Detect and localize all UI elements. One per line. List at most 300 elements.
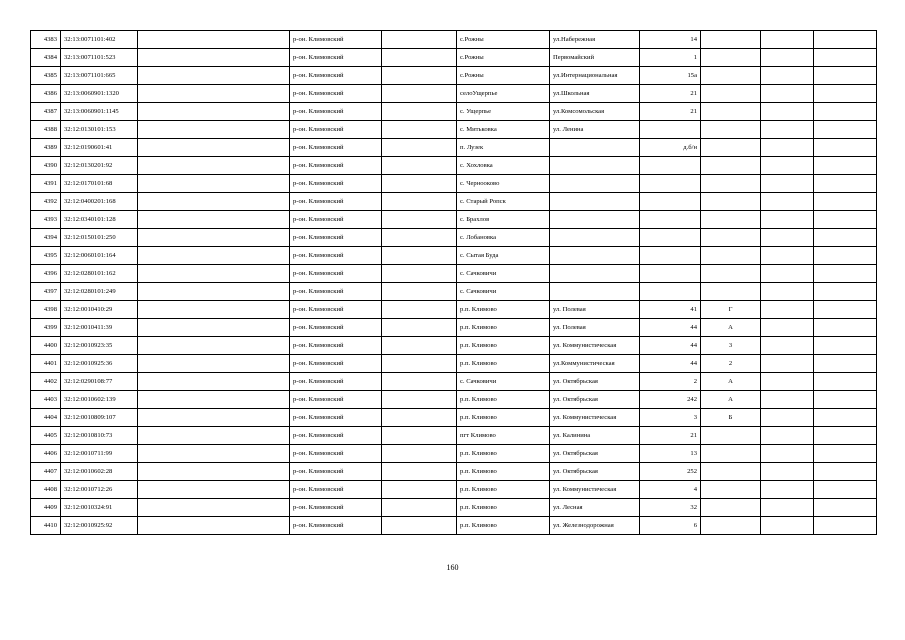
table-row — [31, 481, 877, 499]
settlement-cell: р.п. Климово — [457, 481, 550, 499]
blank-col-b-cell — [382, 373, 457, 391]
table-row — [31, 517, 877, 535]
street-cell — [550, 139, 640, 157]
house-number-cell: 44 — [640, 355, 701, 373]
blank-col-b-cell — [382, 85, 457, 103]
blank-col-d-cell — [814, 445, 877, 463]
blank-col-c-cell — [761, 211, 814, 229]
street-cell: ул.Школьная — [550, 85, 640, 103]
settlement-cell: с. Брахлов — [457, 211, 550, 229]
district-cell: р-он. Климовский — [290, 391, 382, 409]
district-cell: р-он. Климовский — [290, 445, 382, 463]
cadastral-number-cell: 32:12:0010809:107 — [61, 409, 138, 427]
street-cell — [550, 247, 640, 265]
row-number-cell: 4398 — [31, 301, 61, 319]
cadastral-number-cell: 32:12:0010410:29 — [61, 301, 138, 319]
blank-col-c-cell — [761, 67, 814, 85]
district-cell: р-он. Климовский — [290, 265, 382, 283]
cadastral-number-cell: 32:12:0010712:26 — [61, 481, 138, 499]
table-row — [31, 49, 877, 67]
blank-col-d-cell — [814, 49, 877, 67]
district-cell: р-он. Климовский — [290, 175, 382, 193]
table-row — [31, 31, 877, 49]
blank-col-d-cell — [814, 85, 877, 103]
house-number-cell — [640, 175, 701, 193]
blank-col-b-cell — [382, 283, 457, 301]
blank-col-a-cell — [138, 247, 290, 265]
blank-col-d-cell — [814, 301, 877, 319]
table-row — [31, 175, 877, 193]
table-body — [31, 31, 877, 535]
blank-col-c-cell — [761, 31, 814, 49]
row-number-cell: 4410 — [31, 517, 61, 535]
settlement-cell: с. Лобановка — [457, 229, 550, 247]
row-number-cell: 4401 — [31, 355, 61, 373]
row-number-cell: 4404 — [31, 409, 61, 427]
blank-col-a-cell — [138, 283, 290, 301]
settlement-cell: пгт Климово — [457, 427, 550, 445]
row-number-cell: 4393 — [31, 211, 61, 229]
cadastral-number-cell: 32:12:0340101:128 — [61, 211, 138, 229]
house-number-cell: 21 — [640, 427, 701, 445]
cadastral-number-cell: 32:13:0071101:523 — [61, 49, 138, 67]
settlement-cell: с.Рожны — [457, 31, 550, 49]
district-cell: р-он. Климовский — [290, 229, 382, 247]
district-cell: р-он. Климовский — [290, 121, 382, 139]
house-number-cell: 242 — [640, 391, 701, 409]
table-row — [31, 139, 877, 157]
street-cell — [550, 283, 640, 301]
blank-col-d-cell — [814, 499, 877, 517]
row-number-cell: 4395 — [31, 247, 61, 265]
blank-col-c-cell — [761, 463, 814, 481]
row-number-cell: 4390 — [31, 157, 61, 175]
blank-col-c-cell — [761, 85, 814, 103]
blank-col-b-cell — [382, 175, 457, 193]
blank-col-c-cell — [761, 157, 814, 175]
blank-col-a-cell — [138, 67, 290, 85]
blank-col-b-cell — [382, 103, 457, 121]
settlement-cell: с. Сачковичи — [457, 265, 550, 283]
blank-col-c-cell — [761, 139, 814, 157]
blank-col-a-cell — [138, 445, 290, 463]
settlement-cell: с. Ущерпье — [457, 103, 550, 121]
building-letter-cell: Г — [701, 301, 761, 319]
blank-col-c-cell — [761, 193, 814, 211]
street-cell: ул. Калинина — [550, 427, 640, 445]
street-cell: ул. Ленина — [550, 121, 640, 139]
building-letter-cell — [701, 175, 761, 193]
blank-col-a-cell — [138, 103, 290, 121]
blank-col-b-cell — [382, 391, 457, 409]
blank-col-d-cell — [814, 283, 877, 301]
building-letter-cell — [701, 103, 761, 121]
street-cell — [550, 157, 640, 175]
blank-col-b-cell — [382, 193, 457, 211]
row-number-cell: 4384 — [31, 49, 61, 67]
table-row — [31, 211, 877, 229]
blank-col-c-cell — [761, 427, 814, 445]
building-letter-cell — [701, 157, 761, 175]
blank-col-b-cell — [382, 427, 457, 445]
row-number-cell: 4386 — [31, 85, 61, 103]
building-letter-cell — [701, 211, 761, 229]
table-row — [31, 67, 877, 85]
blank-col-d-cell — [814, 427, 877, 445]
building-letter-cell — [701, 49, 761, 67]
blank-col-a-cell — [138, 319, 290, 337]
blank-col-d-cell — [814, 355, 877, 373]
street-cell — [550, 229, 640, 247]
settlement-cell: р.п. Климово — [457, 355, 550, 373]
blank-col-d-cell — [814, 157, 877, 175]
blank-col-a-cell — [138, 409, 290, 427]
district-cell: р-он. Климовский — [290, 409, 382, 427]
street-cell: ул. Полевая — [550, 319, 640, 337]
blank-col-d-cell — [814, 391, 877, 409]
row-number-cell: 4387 — [31, 103, 61, 121]
blank-col-c-cell — [761, 283, 814, 301]
cadastral-number-cell: 32:12:0010324:91 — [61, 499, 138, 517]
blank-col-b-cell — [382, 517, 457, 535]
cadastral-number-cell: 32:12:0290108:77 — [61, 373, 138, 391]
settlement-cell: с.Рожны — [457, 67, 550, 85]
district-cell: р-он. Климовский — [290, 481, 382, 499]
house-number-cell: 13 — [640, 445, 701, 463]
cadastral-number-cell: 32:12:0010925:36 — [61, 355, 138, 373]
blank-col-d-cell — [814, 121, 877, 139]
settlement-cell: р.п. Климово — [457, 517, 550, 535]
building-letter-cell: 3 — [701, 337, 761, 355]
blank-col-c-cell — [761, 355, 814, 373]
blank-col-c-cell — [761, 409, 814, 427]
row-number-cell: 4388 — [31, 121, 61, 139]
settlement-cell: с. Хохловка — [457, 157, 550, 175]
building-letter-cell — [701, 67, 761, 85]
blank-col-b-cell — [382, 337, 457, 355]
table-row — [31, 229, 877, 247]
table-row — [31, 445, 877, 463]
street-cell: ул. Полевая — [550, 301, 640, 319]
blank-col-b-cell — [382, 157, 457, 175]
street-cell: ул. Коммунистическая — [550, 481, 640, 499]
blank-col-a-cell — [138, 499, 290, 517]
settlement-cell: р.п. Климово — [457, 337, 550, 355]
settlement-cell: р.п. Климово — [457, 319, 550, 337]
building-letter-cell: А — [701, 391, 761, 409]
blank-col-a-cell — [138, 229, 290, 247]
building-letter-cell — [701, 247, 761, 265]
district-cell: р-он. Климовский — [290, 193, 382, 211]
blank-col-d-cell — [814, 31, 877, 49]
cadastral-number-cell: 32:13:0060901:1145 — [61, 103, 138, 121]
district-cell: р-он. Климовский — [290, 301, 382, 319]
blank-col-b-cell — [382, 247, 457, 265]
building-letter-cell — [701, 121, 761, 139]
district-cell: р-он. Климовский — [290, 103, 382, 121]
blank-col-d-cell — [814, 265, 877, 283]
street-cell: ул. Железнодорожная — [550, 517, 640, 535]
row-number-cell: 4403 — [31, 391, 61, 409]
street-cell — [550, 211, 640, 229]
blank-col-d-cell — [814, 67, 877, 85]
house-number-cell: 44 — [640, 337, 701, 355]
building-letter-cell: Б — [701, 409, 761, 427]
blank-col-b-cell — [382, 301, 457, 319]
blank-col-c-cell — [761, 481, 814, 499]
district-cell: р-он. Климовский — [290, 49, 382, 67]
row-number-cell: 4408 — [31, 481, 61, 499]
blank-col-b-cell — [382, 409, 457, 427]
district-cell: р-он. Климовский — [290, 211, 382, 229]
blank-col-c-cell — [761, 121, 814, 139]
cadastral-number-cell: 32:12:0010411:39 — [61, 319, 138, 337]
blank-col-a-cell — [138, 301, 290, 319]
blank-col-c-cell — [761, 301, 814, 319]
building-letter-cell: А — [701, 319, 761, 337]
blank-col-b-cell — [382, 445, 457, 463]
district-cell: р-он. Климовский — [290, 157, 382, 175]
cadastral-number-cell: 32:12:0280101:162 — [61, 265, 138, 283]
property-register-table — [30, 30, 877, 535]
cadastral-number-cell: 32:12:0170101:68 — [61, 175, 138, 193]
table-row — [31, 247, 877, 265]
table-row — [31, 463, 877, 481]
settlement-cell: с. Сачковичи — [457, 373, 550, 391]
settlement-cell: п. Лузек — [457, 139, 550, 157]
house-number-cell — [640, 211, 701, 229]
blank-col-b-cell — [382, 499, 457, 517]
row-number-cell: 4409 — [31, 499, 61, 517]
blank-col-a-cell — [138, 31, 290, 49]
house-number-cell: 15а — [640, 67, 701, 85]
blank-col-a-cell — [138, 481, 290, 499]
street-cell: Первомайский — [550, 49, 640, 67]
cadastral-number-cell: 32:12:0060101:164 — [61, 247, 138, 265]
table-row — [31, 391, 877, 409]
house-number-cell: 4 — [640, 481, 701, 499]
blank-col-d-cell — [814, 247, 877, 265]
street-cell: ул. Коммунистическая — [550, 409, 640, 427]
blank-col-c-cell — [761, 373, 814, 391]
settlement-cell: р.п. Климово — [457, 463, 550, 481]
row-number-cell: 4400 — [31, 337, 61, 355]
settlement-cell: с. Митьковка — [457, 121, 550, 139]
house-number-cell — [640, 229, 701, 247]
blank-col-c-cell — [761, 247, 814, 265]
blank-col-c-cell — [761, 265, 814, 283]
table-row — [31, 409, 877, 427]
blank-col-b-cell — [382, 229, 457, 247]
blank-col-b-cell — [382, 463, 457, 481]
blank-col-d-cell — [814, 517, 877, 535]
blank-col-d-cell — [814, 373, 877, 391]
blank-col-a-cell — [138, 427, 290, 445]
district-cell: р-он. Климовский — [290, 499, 382, 517]
settlement-cell: с. Сытая Буда — [457, 247, 550, 265]
house-number-cell — [640, 157, 701, 175]
building-letter-cell: А — [701, 373, 761, 391]
table-row — [31, 103, 877, 121]
blank-col-c-cell — [761, 445, 814, 463]
blank-col-d-cell — [814, 337, 877, 355]
blank-col-c-cell — [761, 337, 814, 355]
blank-col-a-cell — [138, 373, 290, 391]
house-number-cell: 2 — [640, 373, 701, 391]
table-row — [31, 301, 877, 319]
blank-col-d-cell — [814, 211, 877, 229]
cadastral-number-cell: 32:12:0010810:73 — [61, 427, 138, 445]
blank-col-c-cell — [761, 499, 814, 517]
district-cell: р-он. Климовский — [290, 463, 382, 481]
page-number: 160 — [446, 563, 459, 572]
cadastral-number-cell: 32:12:0010925:92 — [61, 517, 138, 535]
blank-col-a-cell — [138, 337, 290, 355]
table-row — [31, 355, 877, 373]
building-letter-cell — [701, 517, 761, 535]
building-letter-cell — [701, 445, 761, 463]
table-row — [31, 265, 877, 283]
house-number-cell: 3 — [640, 409, 701, 427]
district-cell: р-он. Климовский — [290, 31, 382, 49]
blank-col-b-cell — [382, 355, 457, 373]
district-cell: р-он. Климовский — [290, 427, 382, 445]
cadastral-number-cell: 32:12:0010923:35 — [61, 337, 138, 355]
row-number-cell: 4392 — [31, 193, 61, 211]
blank-col-a-cell — [138, 355, 290, 373]
settlement-cell: р.п. Климово — [457, 391, 550, 409]
house-number-cell: д.б/н — [640, 139, 701, 157]
blank-col-b-cell — [382, 139, 457, 157]
blank-col-a-cell — [138, 85, 290, 103]
street-cell: ул.Интернациональная — [550, 67, 640, 85]
table-row — [31, 373, 877, 391]
house-number-cell: 6 — [640, 517, 701, 535]
blank-col-d-cell — [814, 193, 877, 211]
cadastral-number-cell: 32:12:0150101:250 — [61, 229, 138, 247]
settlement-cell: селоУщерпье — [457, 85, 550, 103]
house-number-cell — [640, 265, 701, 283]
blank-col-b-cell — [382, 67, 457, 85]
cadastral-number-cell: 32:12:0010602:139 — [61, 391, 138, 409]
row-number-cell: 4406 — [31, 445, 61, 463]
row-number-cell: 4394 — [31, 229, 61, 247]
blank-col-a-cell — [138, 391, 290, 409]
district-cell: р-он. Климовский — [290, 283, 382, 301]
building-letter-cell — [701, 85, 761, 103]
blank-col-a-cell — [138, 157, 290, 175]
blank-col-b-cell — [382, 211, 457, 229]
building-letter-cell — [701, 427, 761, 445]
blank-col-c-cell — [761, 517, 814, 535]
blank-col-a-cell — [138, 49, 290, 67]
street-cell: ул.Коммунистическая — [550, 355, 640, 373]
street-cell: ул.Комсомольская — [550, 103, 640, 121]
building-letter-cell — [701, 481, 761, 499]
district-cell: р-он. Климовский — [290, 67, 382, 85]
blank-col-a-cell — [138, 139, 290, 157]
street-cell: ул.Набережная — [550, 31, 640, 49]
blank-col-a-cell — [138, 211, 290, 229]
street-cell: ул. Октябрьская — [550, 391, 640, 409]
blank-col-b-cell — [382, 31, 457, 49]
building-letter-cell — [701, 193, 761, 211]
house-number-cell: 41 — [640, 301, 701, 319]
settlement-cell: р.п. Климово — [457, 499, 550, 517]
blank-col-a-cell — [138, 463, 290, 481]
table-row — [31, 193, 877, 211]
street-cell: ул. Октябрьская — [550, 445, 640, 463]
blank-col-c-cell — [761, 319, 814, 337]
blank-col-d-cell — [814, 481, 877, 499]
district-cell: р-он. Климовский — [290, 355, 382, 373]
cadastral-number-cell: 32:12:0400201:168 — [61, 193, 138, 211]
settlement-cell: с.Рожны — [457, 49, 550, 67]
blank-col-c-cell — [761, 229, 814, 247]
district-cell: р-он. Климовский — [290, 337, 382, 355]
blank-col-b-cell — [382, 319, 457, 337]
blank-col-a-cell — [138, 175, 290, 193]
row-number-cell: 4402 — [31, 373, 61, 391]
blank-col-d-cell — [814, 409, 877, 427]
blank-col-c-cell — [761, 49, 814, 67]
district-cell: р-он. Климовский — [290, 247, 382, 265]
table-row — [31, 427, 877, 445]
cadastral-number-cell: 32:13:0071101:402 — [61, 31, 138, 49]
blank-col-a-cell — [138, 121, 290, 139]
table-row — [31, 121, 877, 139]
street-cell: ул. Октябрьская — [550, 373, 640, 391]
blank-col-d-cell — [814, 229, 877, 247]
house-number-cell — [640, 283, 701, 301]
blank-col-d-cell — [814, 139, 877, 157]
house-number-cell — [640, 121, 701, 139]
street-cell — [550, 193, 640, 211]
cadastral-number-cell: 32:13:0071101:665 — [61, 67, 138, 85]
house-number-cell: 1 — [640, 49, 701, 67]
house-number-cell: 21 — [640, 103, 701, 121]
blank-col-b-cell — [382, 121, 457, 139]
building-letter-cell — [701, 499, 761, 517]
house-number-cell — [640, 193, 701, 211]
blank-col-b-cell — [382, 49, 457, 67]
building-letter-cell — [701, 139, 761, 157]
building-letter-cell — [701, 463, 761, 481]
street-cell: ул. Коммунистическая — [550, 337, 640, 355]
blank-col-d-cell — [814, 319, 877, 337]
blank-col-d-cell — [814, 175, 877, 193]
cadastral-number-cell: 32:12:0130101:153 — [61, 121, 138, 139]
blank-col-d-cell — [814, 463, 877, 481]
settlement-cell: с. Сачковичи — [457, 283, 550, 301]
row-number-cell: 4396 — [31, 265, 61, 283]
row-number-cell: 4385 — [31, 67, 61, 85]
street-cell: ул. Октябрьская — [550, 463, 640, 481]
house-number-cell: 44 — [640, 319, 701, 337]
row-number-cell: 4397 — [31, 283, 61, 301]
building-letter-cell — [701, 229, 761, 247]
row-number-cell: 4383 — [31, 31, 61, 49]
house-number-cell — [640, 247, 701, 265]
street-cell — [550, 265, 640, 283]
blank-col-c-cell — [761, 175, 814, 193]
settlement-cell: р.п. Климово — [457, 445, 550, 463]
house-number-cell: 252 — [640, 463, 701, 481]
district-cell: р-он. Климовский — [290, 85, 382, 103]
house-number-cell: 21 — [640, 85, 701, 103]
building-letter-cell: 2 — [701, 355, 761, 373]
house-number-cell: 32 — [640, 499, 701, 517]
